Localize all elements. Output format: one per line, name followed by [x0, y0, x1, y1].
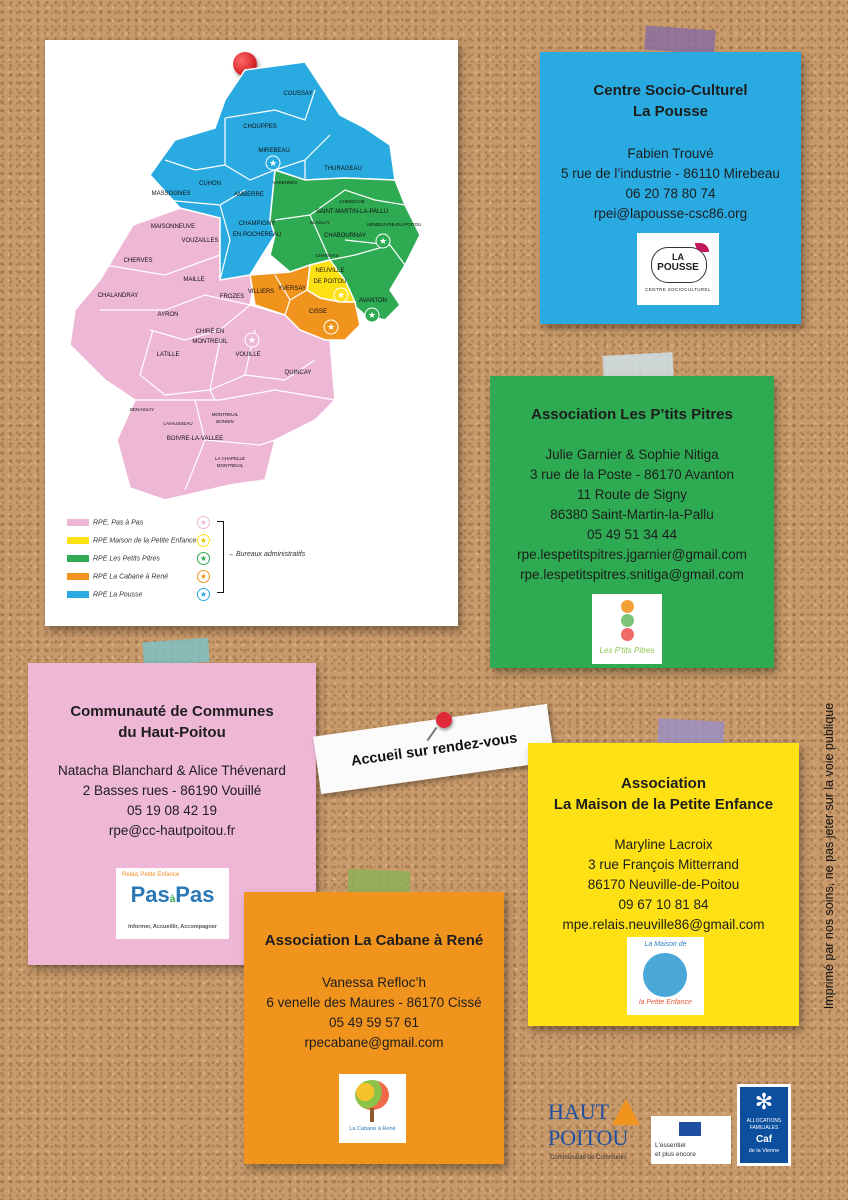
commune-label: MONTREUIL: [192, 339, 228, 345]
ptits-pitres-logo: [592, 594, 662, 664]
cc-email[interactable]: rpe@cc-hautpoitou.fr: [108, 823, 236, 838]
commune-label: AYRON: [157, 312, 179, 318]
print-notice: Imprimé par nos soins, ne pas jeter sur la voie publique: [822, 702, 836, 1010]
logo-text: et plus encore: [655, 1151, 696, 1158]
cabane-address: 6 venelle des Maures - 86170 Cissé: [266, 995, 482, 1010]
cabane-a-rene-logo: [339, 1074, 406, 1143]
cc-contact-names: Natacha Blanchard & Alice Thévenard: [58, 763, 286, 778]
commune-label: BENASSAY: [130, 407, 154, 412]
pousse-address: 5 rue de l’industrie - 86110 Mirebeau: [561, 166, 780, 181]
legend-swatch: [67, 537, 89, 544]
legend-bracket: [217, 521, 224, 593]
logo-text: ALLOCATIONS: [746, 1118, 782, 1124]
commune-label: CHOUPPES: [243, 124, 277, 130]
la-pousse-logo: [637, 233, 719, 305]
legend-item: [67, 573, 168, 580]
pousse-contact-name: Fabien Trouvé: [627, 146, 714, 161]
commune-label: QUINCAY: [284, 370, 312, 376]
svg-text:★: ★: [336, 291, 346, 301]
logo-text: POUSSE: [657, 262, 699, 273]
pitres-phone: 05 49 51 34 44: [586, 527, 678, 542]
star-icon: ★: [197, 552, 210, 565]
commune-label: YVERSAY: [278, 286, 306, 292]
essentiel-logo: [651, 1116, 731, 1164]
tape: [644, 26, 716, 55]
legend-label: RPE Maison de la Petite Enfance: [93, 537, 197, 545]
pitres-address-2: 11 Route de Signy: [576, 487, 688, 502]
commune-label: DE POITOU: [313, 279, 347, 285]
pas-a-pas-logo: [116, 868, 229, 939]
commune-label: CHAMPIGNY: [238, 221, 276, 227]
legend-label: RPE Les Petits Pitres: [93, 555, 160, 563]
commune-label: MONTREUIL: [211, 412, 239, 417]
commune-label: CHABOURNAY: [324, 233, 366, 239]
tape: [657, 718, 724, 745]
caf-logo: [737, 1084, 791, 1166]
commune-label: BONNIN: [216, 419, 234, 424]
note-cabane-a-rene: [244, 892, 504, 1164]
commune-label: MIREBEAU: [258, 148, 290, 154]
legend-swatch: [67, 519, 89, 526]
svg-text:★: ★: [268, 159, 278, 169]
rendez-vous-label: Accueil sur rendez-vous: [350, 730, 519, 770]
maison-contact-name: Maryline Lacroix: [614, 837, 713, 852]
commune-label: CHIRÉ EN: [195, 329, 225, 335]
pitres-title: Association Les P’tits Pitres: [531, 406, 733, 423]
commune-label: MASSOGNES: [151, 191, 191, 197]
pousse-title-2: La Pousse: [632, 103, 709, 120]
legend-label: RPE La Pousse: [93, 591, 143, 599]
commune-label: LATILLE: [156, 352, 180, 358]
pitres-address-1: 3 rue de la Poste - 86170 Avanton: [530, 467, 734, 482]
legend-item: [67, 519, 143, 526]
commune-label: COUSSAY: [283, 91, 313, 97]
commune-label: FROZES: [219, 294, 245, 300]
logo-text: [116, 882, 229, 908]
star-icon: ★: [197, 516, 210, 529]
commune-label: VENDEUVRE-DU-POITOU: [366, 222, 422, 227]
star-icon: ★: [197, 588, 210, 601]
logo-text: La Cabane à René: [349, 1126, 396, 1132]
legend-item: [67, 591, 142, 598]
commune-label: AMBERRE: [234, 192, 264, 198]
star-icon: ★: [197, 570, 210, 583]
cabane-email[interactable]: rpecabane@gmail.com: [304, 1035, 444, 1050]
bureaux-label: → Bureaux administratifs: [227, 551, 306, 558]
legend-item: [67, 555, 160, 562]
pitres-address-3: 86380 Saint-Martin-la-Pallu: [550, 507, 714, 522]
logo-text: La Maison de: [644, 941, 687, 948]
logo-text: L'essentiel: [655, 1142, 686, 1149]
logo-text: POITOU: [548, 1125, 629, 1150]
haut-poitou-logo: [546, 1097, 646, 1167]
svg-text:★: ★: [326, 323, 336, 333]
commune-label: LAVAUSSEAU: [163, 421, 193, 426]
svg-text:★: ★: [247, 336, 257, 346]
pousse-title-1: Centre Socio-Culturel: [593, 82, 748, 99]
commune-label: CHARRAIS: [315, 253, 339, 258]
commune-label: CISSE: [308, 309, 328, 315]
pitres-email-2[interactable]: rpe.lespetitspitres.snitiga@gmail.com: [520, 567, 744, 582]
star-icon: ★: [197, 534, 210, 547]
svg-text:★: ★: [378, 237, 388, 247]
commune-label: VILLIERS: [247, 289, 275, 295]
logo-text: de la Vienne: [748, 1148, 780, 1154]
commune-label: MONTREUIL: [216, 463, 244, 468]
commune-label: CUHON: [199, 181, 221, 187]
map-card: [45, 40, 458, 626]
commune-label: AVANTON: [358, 298, 388, 304]
logo-text: Les P'tits Pitres: [599, 646, 655, 655]
pitres-email-1[interactable]: rpe.lespetitspitres.jgarnier@gmail.com: [517, 547, 747, 562]
commune-label: NEUVILLE: [315, 268, 345, 274]
commune-label: THURAGEAU: [324, 166, 362, 172]
cabane-contact-name: Vanessa Refloc’h: [321, 975, 427, 990]
commune-label: BOIVRE-LA-VALLEE: [166, 436, 224, 442]
cc-title-1: Communauté de Communes: [70, 703, 274, 720]
maison-petite-enfance-logo: [627, 937, 704, 1015]
maison-title-1: Association: [620, 775, 707, 792]
logo-text: la Petite Enfance: [639, 999, 692, 1006]
maison-email[interactable]: mpe.relais.neuville86@gmail.com: [562, 917, 765, 932]
svg-text:★: ★: [367, 311, 377, 321]
maison-title-2: La Maison de la Petite Enfance: [553, 796, 774, 813]
cc-address: 2 Basses rues - 86190 Vouillé: [82, 783, 262, 798]
legend-label: RPE, Pas à Pas: [93, 519, 144, 527]
cc-phone: 05 19 08 42 19: [126, 803, 218, 818]
snowflake-icon: ✻: [754, 1089, 774, 1114]
logo-text: Caf: [755, 1134, 773, 1145]
cabane-phone: 05 49 59 57 61: [328, 1015, 420, 1030]
legend-swatch: [67, 573, 89, 580]
commune-label: VOUZAILLES: [181, 238, 219, 244]
pitres-contact-names: Julie Garnier & Sophie Nitiga: [545, 447, 719, 462]
commune-label: CHALANDRAY: [97, 293, 139, 299]
commune-label: SAINT-MARTIN-LA-PALLU: [315, 209, 389, 215]
tape: [142, 638, 210, 667]
essentiel-mark: [679, 1122, 701, 1136]
commune-label: MAISONNEUVE: [150, 224, 196, 230]
maison-phone: 09 67 10 81 84: [618, 897, 709, 912]
logo-word: Pas: [175, 882, 215, 907]
logo-text: FAMILIALES: [749, 1125, 779, 1131]
legend-label: RPE La Cabane à René: [93, 573, 169, 581]
commune-label: LA CHAPELLE: [214, 456, 246, 461]
rendez-vous-paper: [313, 704, 555, 794]
logo-word: à: [169, 894, 176, 905]
legend-swatch: [67, 555, 89, 562]
commune-label: VOUILLE: [235, 352, 261, 358]
commune-label: VARENNES: [272, 180, 298, 185]
commune-label: BLASLAY: [310, 220, 330, 225]
logo-text: Relais Petite Enfance: [122, 872, 180, 878]
logo-word: Pas: [130, 882, 170, 907]
pousse-email[interactable]: rpei@lapousse-csc86.org: [593, 206, 748, 221]
commune-label: EN ROCHEREAU: [232, 232, 282, 238]
pousse-phone: 06 20 78 80 74: [625, 186, 716, 201]
legend-swatch: [67, 591, 89, 598]
commune-label: MAILLE: [183, 277, 205, 283]
note-la-pousse: [540, 52, 801, 324]
logo-text: Informer, Accueillir, Accompagner: [128, 924, 217, 930]
logo-text: LA: [672, 252, 684, 262]
cc-title-2: du Haut-Poitou: [118, 724, 226, 741]
note-maison-petite-enfance: [528, 743, 799, 1026]
pin-icon: [436, 712, 452, 728]
triangle-icon: [612, 1099, 640, 1125]
logo-text: CENTRE SOCIOCULTUREL: [645, 287, 711, 292]
maison-address-1: 3 rue François Mitterrand: [588, 857, 739, 872]
commune-label: CHERVES: [123, 258, 153, 264]
commune-label: CHENECHE: [339, 199, 365, 204]
logo-text: HAUT: [548, 1099, 610, 1124]
note-ptits-pitres: [490, 376, 774, 668]
territory-map: [45, 40, 458, 510]
maison-address-2: 86170 Neuville-de-Poitou: [587, 877, 740, 892]
logo-text: Communauté de Communes: [550, 1155, 627, 1161]
cabane-title: Association La Cabane à René: [264, 932, 484, 949]
legend-item: [67, 537, 197, 544]
